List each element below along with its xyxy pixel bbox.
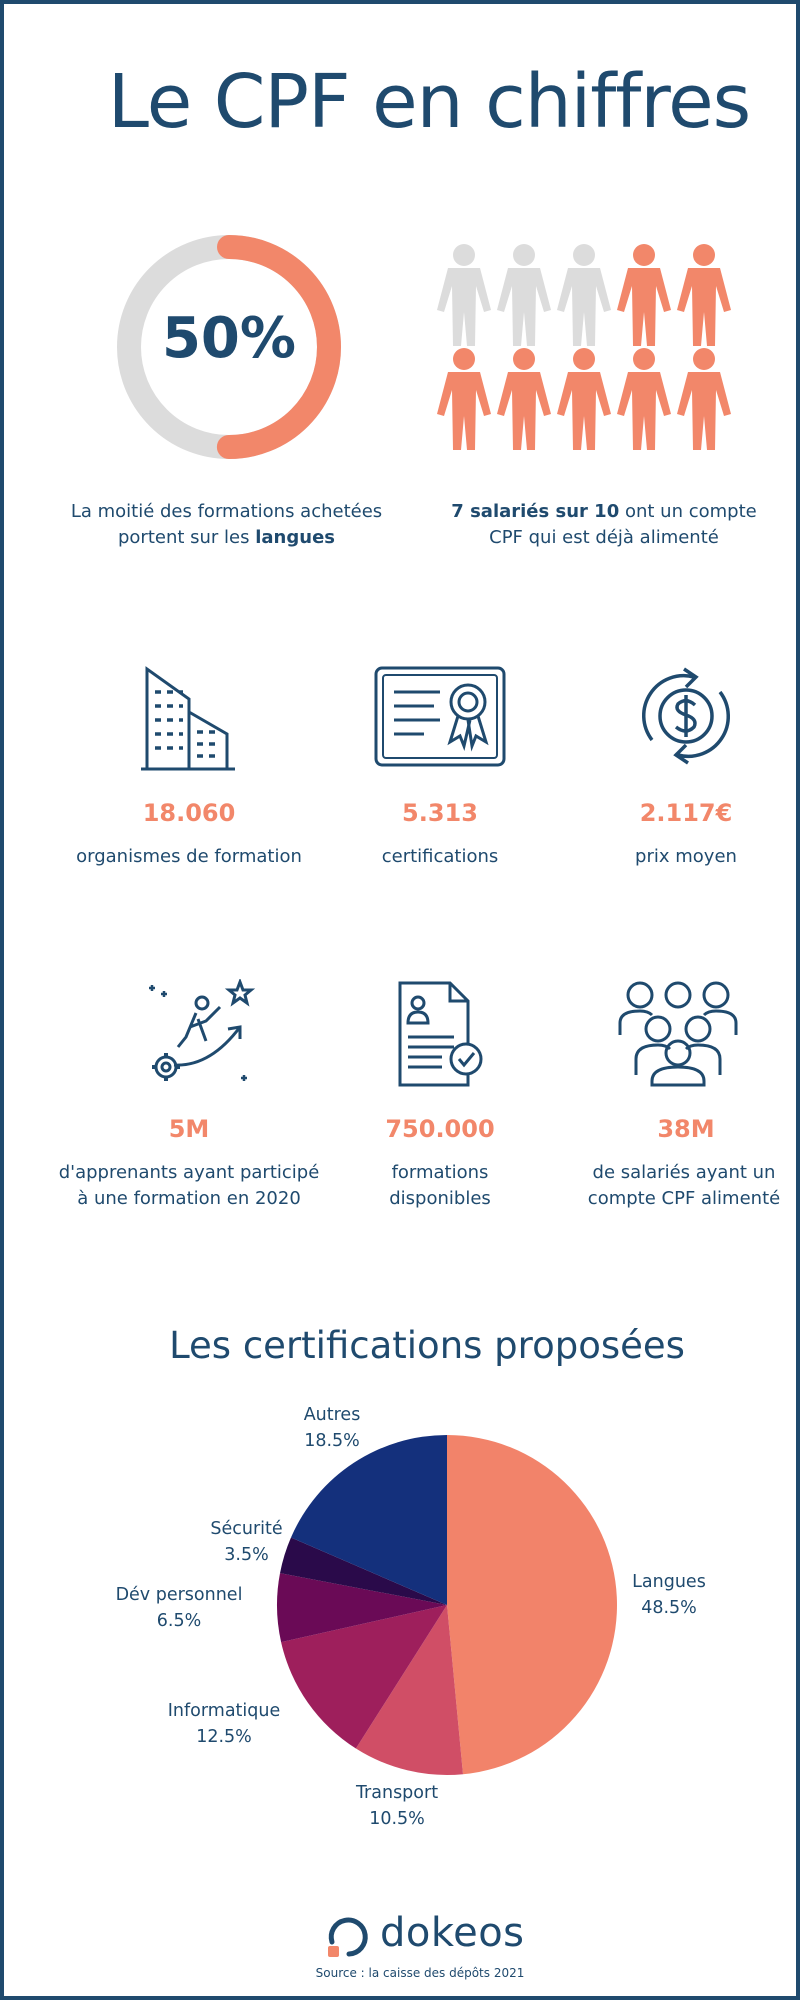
group-icon (614, 979, 742, 1087)
person-icon (437, 244, 491, 346)
document-check-icon (396, 979, 486, 1089)
stat-label-formations-line1: formations (391, 1162, 489, 1183)
people-caption-line1 (429, 499, 779, 525)
stat-label-certifications: certifications (381, 846, 499, 867)
person-highlighted-icon (677, 244, 731, 346)
person-icon (557, 244, 611, 346)
pie-label-autres (272, 1402, 392, 1454)
pie-label-transport (337, 1780, 457, 1832)
pie-label-securite (189, 1516, 304, 1568)
pie-chart (274, 1432, 620, 1778)
pie-label-autres-value: 18.5% (304, 1431, 360, 1451)
page-title: Le CPF en chiffres (107, 59, 751, 145)
stat-value-organismes: 18.060 (142, 799, 236, 827)
stat-label-apprenants-line2: à une formation en 2020 (77, 1188, 301, 1209)
pie-label-langues-value: 48.5% (641, 1598, 697, 1618)
dokeos-logo-text: dokeos (380, 1910, 525, 1956)
dollar-cycle-icon (634, 664, 738, 768)
stat-label-organismes: organismes de formation (76, 846, 302, 867)
pie-label-dev-value: 6.5% (156, 1611, 202, 1631)
person-highlighted-icon (617, 348, 671, 450)
person-highlighted-icon (617, 244, 671, 346)
people-caption-bold: 7 salariés sur 10 (451, 501, 620, 522)
people-caption-rest: ont un compte (619, 501, 757, 522)
donut-caption-line1: La moitié des formations achetées (70, 501, 383, 522)
stat-value-apprenants: 5M (168, 1115, 210, 1143)
people-pictogram (434, 244, 744, 459)
person-highlighted-icon (557, 348, 611, 450)
person-icon (497, 244, 551, 346)
dokeos-logo-icon (322, 1910, 372, 1960)
stat-label-formations (340, 1160, 540, 1212)
stat-value-prix: 2.117€ (639, 799, 733, 827)
person-highlighted-icon (437, 348, 491, 450)
donut-percent-label: 50% (161, 306, 297, 371)
stat-value-certifications: 5.313 (402, 799, 478, 827)
person-highlighted-icon (497, 348, 551, 450)
people-caption (429, 499, 779, 551)
pie-label-securite-name: Sécurité (210, 1519, 283, 1539)
pie-label-dev-personnel (104, 1582, 254, 1634)
pie-label-dev-name: Dév personnel (115, 1585, 243, 1605)
pie-label-autres-name: Autres (303, 1405, 361, 1425)
building-icon (139, 664, 239, 774)
pie-label-langues-name: Langues (632, 1572, 706, 1592)
stat-label-salaries-line2: compte CPF alimenté (587, 1188, 781, 1209)
pie-label-transport-name: Transport (355, 1783, 439, 1803)
stat-value-formations: 750.000 (385, 1115, 495, 1143)
donut-caption-bold: langues (255, 527, 335, 548)
source-note: Source : la caisse des dépôts 2021 (315, 1966, 525, 1980)
stat-label-salaries-line1: de salariés ayant un (592, 1162, 776, 1183)
certificate-icon (372, 664, 508, 769)
pie-label-langues (609, 1569, 729, 1621)
pie-slice-langues (447, 1435, 617, 1774)
stat-label-apprenants (49, 1160, 329, 1212)
pie-label-informatique (149, 1698, 299, 1750)
donut-caption-prefix: portent sur les (117, 527, 256, 548)
person-highlighted-icon (677, 348, 731, 450)
pie-chart-title: Les certifications proposées (169, 1324, 685, 1367)
donut-caption (54, 499, 399, 551)
stat-label-prix: prix moyen (635, 846, 737, 867)
people-caption-line2: CPF qui est déjà alimenté (489, 527, 719, 548)
stat-value-salaries: 38M (657, 1115, 715, 1143)
climber-icon (144, 979, 256, 1091)
stat-label-formations-line2: disponibles (389, 1188, 491, 1209)
stat-label-apprenants-line1: d'apprenants ayant participé (58, 1162, 320, 1183)
pie-label-transport-value: 10.5% (369, 1809, 425, 1829)
pie-label-securite-value: 3.5% (224, 1545, 269, 1565)
pie-label-informatique-name: Informatique (167, 1701, 281, 1721)
pie-label-informatique-value: 12.5% (196, 1727, 252, 1747)
donut-caption-line2 (54, 525, 399, 551)
stat-label-salaries (569, 1160, 799, 1212)
